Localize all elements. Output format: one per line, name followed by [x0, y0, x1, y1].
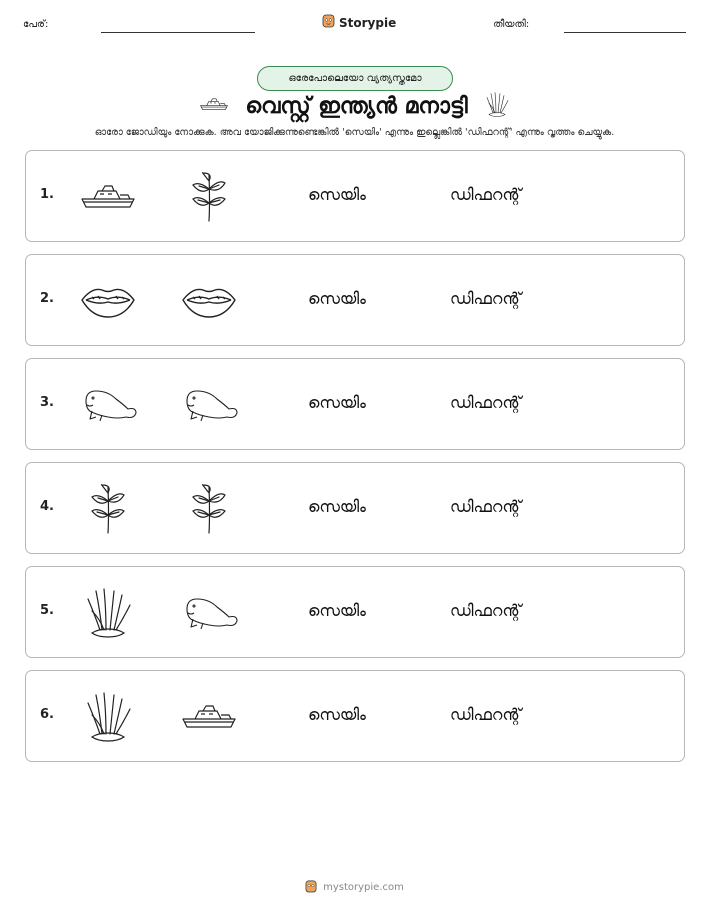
date-label: തീയതി: [493, 19, 530, 30]
different-option[interactable]: ഡിഫറന്റ് [450, 393, 522, 412]
name-field[interactable] [101, 32, 255, 33]
same-or-different-badge: ഒരേപോലെയോ വ്യത്യസ്തമോ [257, 66, 453, 91]
different-option[interactable]: ഡിഫറന്റ് [450, 601, 522, 620]
question-row [25, 670, 685, 762]
plant-icon [179, 167, 239, 225]
plant-icon [179, 479, 239, 537]
lips-icon [179, 271, 239, 329]
boat-icon [78, 167, 138, 225]
boat-icon [197, 89, 231, 123]
same-option[interactable]: സെയിം [308, 185, 366, 204]
boat-icon [179, 687, 239, 745]
same-option[interactable]: സെയിം [308, 705, 366, 724]
instructions: ഓരോ ജോഡിയും നോക്കുക. അവ യോജിക്കുന്നുണ്ടെങ്കിൽ 'സെയിം' എന്നും ഇല്ലെങ്കിൽ 'ഡിഫറന്റ്' എന്നും വൃത്തം ചെയ്യുക. [94, 127, 615, 138]
footer [0, 879, 709, 896]
same-option[interactable]: സെയിം [308, 601, 366, 620]
manatee-icon [78, 375, 138, 433]
question-number: 1. [40, 187, 54, 202]
seagrass-icon [78, 687, 138, 745]
question-number: 6. [40, 707, 54, 722]
lips-icon [78, 271, 138, 329]
worksheet-header [0, 0, 709, 46]
page-title: വെസ്റ്റ് ഇന്ത്യൻ മനാട്ടി [245, 93, 468, 119]
name-label: പേര്: [23, 19, 49, 30]
question-row [25, 462, 685, 554]
seagrass-icon [78, 583, 138, 641]
storypie-logo-icon [322, 13, 335, 32]
title-row [0, 89, 709, 123]
question-row [25, 358, 685, 450]
seagrass-icon [482, 89, 512, 123]
same-option[interactable]: സെയിം [308, 497, 366, 516]
question-row [25, 150, 685, 242]
different-option[interactable]: ഡിഫറന്റ് [450, 497, 522, 516]
different-option[interactable]: ഡിഫറന്റ് [450, 705, 522, 724]
question-number: 2. [40, 291, 54, 306]
same-option[interactable]: സെയിം [308, 289, 366, 308]
question-row [25, 254, 685, 346]
different-option[interactable]: ഡിഫറന്റ് [450, 185, 522, 204]
question-number: 4. [40, 499, 54, 514]
plant-icon [78, 479, 138, 537]
question-number: 3. [40, 395, 54, 410]
manatee-icon [179, 375, 239, 433]
question-row [25, 566, 685, 658]
brand-name: Storypie [339, 15, 397, 30]
same-option[interactable]: സെയിം [308, 393, 366, 412]
footer-site-link[interactable]: mystorypie.com [323, 882, 404, 893]
brand [322, 13, 396, 32]
different-option[interactable]: ഡിഫറന്റ് [450, 289, 522, 308]
date-field[interactable] [564, 32, 686, 33]
manatee-icon [179, 583, 239, 641]
storypie-logo-icon [305, 879, 317, 896]
question-number: 5. [40, 603, 54, 618]
